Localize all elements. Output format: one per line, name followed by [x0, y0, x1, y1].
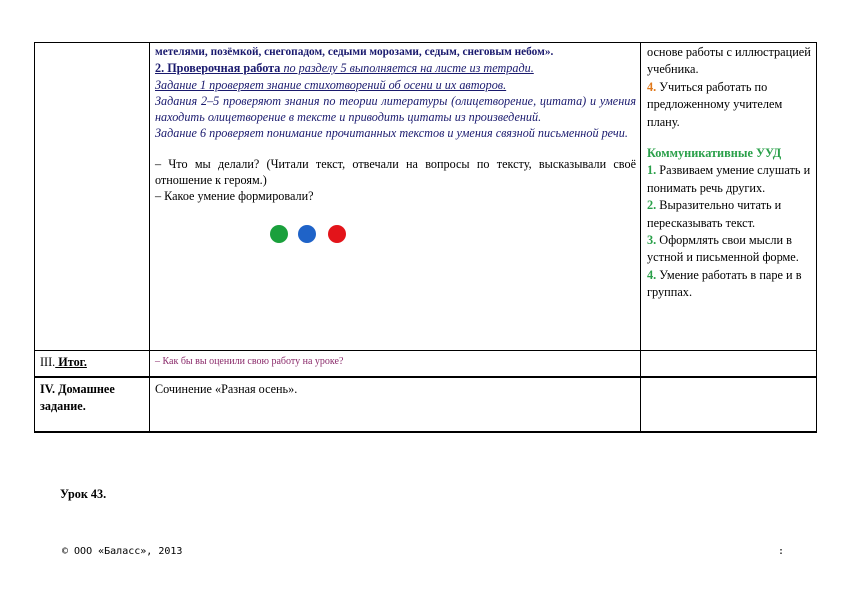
table-col-border [149, 42, 150, 433]
comm-item-text: Выразительно читать и пересказывать текст. [647, 198, 782, 230]
table-row-border [34, 350, 817, 351]
table-col-border [640, 42, 641, 433]
table-row-border [34, 376, 817, 378]
summary-title: Итог. [55, 355, 87, 369]
comm-item-text: Умение работать в паре и в группах. [647, 267, 802, 300]
footer-copyright: © ООО «Баласс», 2013 [62, 546, 183, 557]
weather-text: метелями, позёмкой, снегопадом, седыми морозами, седым, снеговым небом». [155, 46, 554, 58]
footer-page-mark: : [778, 546, 785, 557]
question-2-text: – Какое умение формировали? [155, 189, 314, 204]
communicative-uud-heading: Коммуникативные УУД [647, 146, 782, 161]
task-6-text: Задание 6 проверяет понимание прочитанных текстов и умения связной письменной речи. [155, 126, 628, 141]
summary-question: – Как бы вы оценили свою работу на уроке? [155, 356, 344, 367]
comm-item-number: 2. [647, 198, 657, 213]
uud-item-text: Учиться работать по предложенному учителем плану. [647, 79, 783, 129]
task-1-text: Задание 1 проверяет знание стихотворений об осени и их авторов. [155, 77, 507, 92]
summary-roman: III. [40, 355, 56, 369]
homework-label: IV. Домашнее задание. [40, 382, 115, 413]
question-1-text: – Что мы делали? (Читали текст, отвечали на вопросы по тексту, высказывали своё отношение к героям.) [155, 156, 636, 188]
table-col-border [34, 42, 35, 433]
test-work-heading: 2. Проверочная работа [155, 61, 281, 76]
comm-item-number: 4. [647, 267, 657, 282]
test-work-desc: по разделу 5 выполняется на листе из тетради. [280, 61, 534, 76]
uud-cell [647, 44, 812, 302]
lesson-content-cell [155, 44, 636, 205]
comm-item-3 [647, 232, 812, 267]
comm-item-number: 3. [647, 233, 657, 248]
summary-label [40, 354, 145, 370]
red-circle-icon [328, 225, 346, 243]
comm-item-4 [647, 267, 812, 302]
table-top-border [34, 42, 817, 43]
green-circle-icon [270, 225, 288, 243]
task-2-5-text: Задания 2–5 проверяют знания по теории литературы (олицетворение, цитата) и умения находить олицетворение в тексте и приводить цитаты из произведений. [155, 93, 636, 125]
uud-item-4 [647, 79, 812, 131]
comm-item-text: Оформлять свои мысли в устной и письменной форме. [647, 233, 799, 265]
uud-cont-text: основе работы с иллюстрацией учебника. [647, 45, 811, 77]
comm-item-number: 1. [647, 163, 657, 178]
test-work-line [155, 60, 636, 76]
blue-circle-icon [298, 225, 316, 243]
table-bottom-border [34, 431, 817, 433]
uud-item-number: 4. [647, 79, 657, 94]
table-col-border [816, 42, 817, 433]
comm-item-2 [647, 197, 812, 232]
homework-text: Сочинение «Разная осень». [155, 382, 298, 396]
lesson-title: Урок 43. [60, 487, 107, 501]
comm-item-text: Развиваем умение слушать и понимать речь других. [647, 163, 811, 195]
comm-item-1 [647, 162, 812, 197]
